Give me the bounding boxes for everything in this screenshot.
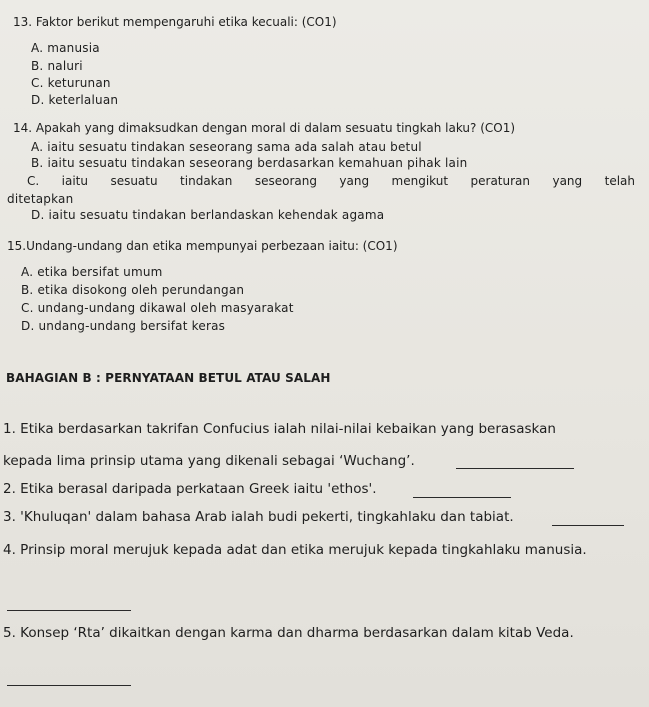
statement-3: 3. 'Khuluqan' dalam bahasa Arab ialah budi pekerti, tingkahlaku dan tabiat. <box>3 509 514 525</box>
answer-blank-3[interactable] <box>552 525 624 526</box>
question-15-option-b: B. etika disokong oleh perundangan <box>21 283 245 297</box>
answer-blank-5[interactable] <box>7 685 131 686</box>
question-15-option-d: D. undang-undang bersifat keras <box>21 319 226 333</box>
question-14-option-d: D. iaitu sesuatu tindakan berlandaskan kehendak agama <box>31 208 385 222</box>
statement-4: 4. Prinsip moral merujuk kepada adat dan etika merujuk kepada tingkahlaku manusia. <box>3 542 587 558</box>
answer-blank-2[interactable] <box>413 497 511 498</box>
question-13-option-b: B. naluri <box>31 59 83 73</box>
question-15-stem: 15.Undang-undang dan etika mempunyai perbezaan iaitu: (CO1) <box>7 239 398 253</box>
statement-1-line-2: kepada lima prinsip utama yang dikenali sebagai ‘Wuchang’. <box>3 453 415 469</box>
answer-blank-4[interactable] <box>7 610 131 611</box>
statement-5: 5. Konsep ‘Rta’ dikaitkan dengan karma dan dharma berdasarkan dalam kitab Veda. <box>3 625 574 641</box>
question-14-option-c-continued: ditetapkan <box>7 192 74 206</box>
statement-2: 2. Etika berasal daripada perkataan Greek iaitu 'ethos'. <box>3 481 377 497</box>
question-13-option-a: A. manusia <box>31 41 100 55</box>
question-13-option-d: D. keterlaluan <box>31 93 119 107</box>
question-14-option-a: A. iaitu sesuatu tindakan seseorang sama ada salah atau betul <box>31 140 422 154</box>
question-15-option-a: A. etika bersifat umum <box>21 265 163 279</box>
answer-blank-1[interactable] <box>456 468 574 469</box>
question-15-option-c: C. undang-undang dikawal oleh masyarakat <box>21 301 294 315</box>
question-14-option-b: B. iaitu sesuatu tindakan seseorang berdasarkan kemahuan pihak lain <box>31 156 468 170</box>
question-13-option-c: C. keturunan <box>31 76 111 90</box>
question-14-stem: 14. Apakah yang dimaksudkan dengan moral di dalam sesuatu tingkah laku? (CO1) <box>13 121 516 135</box>
question-14-option-c: C. iaitu sesuatu tindakan seseorang yang mengikut peraturan yang telah <box>27 174 635 188</box>
statement-1-line-1: 1. Etika berdasarkan takrifan Confucius ialah nilai-nilai kebaikan yang berasaskan <box>3 421 556 437</box>
question-13-stem: 13. Faktor berikut mempengaruhi etika kecuali: (CO1) <box>13 15 337 29</box>
section-b-heading: BAHAGIAN B : PERNYATAAN BETUL ATAU SALAH <box>6 371 331 385</box>
